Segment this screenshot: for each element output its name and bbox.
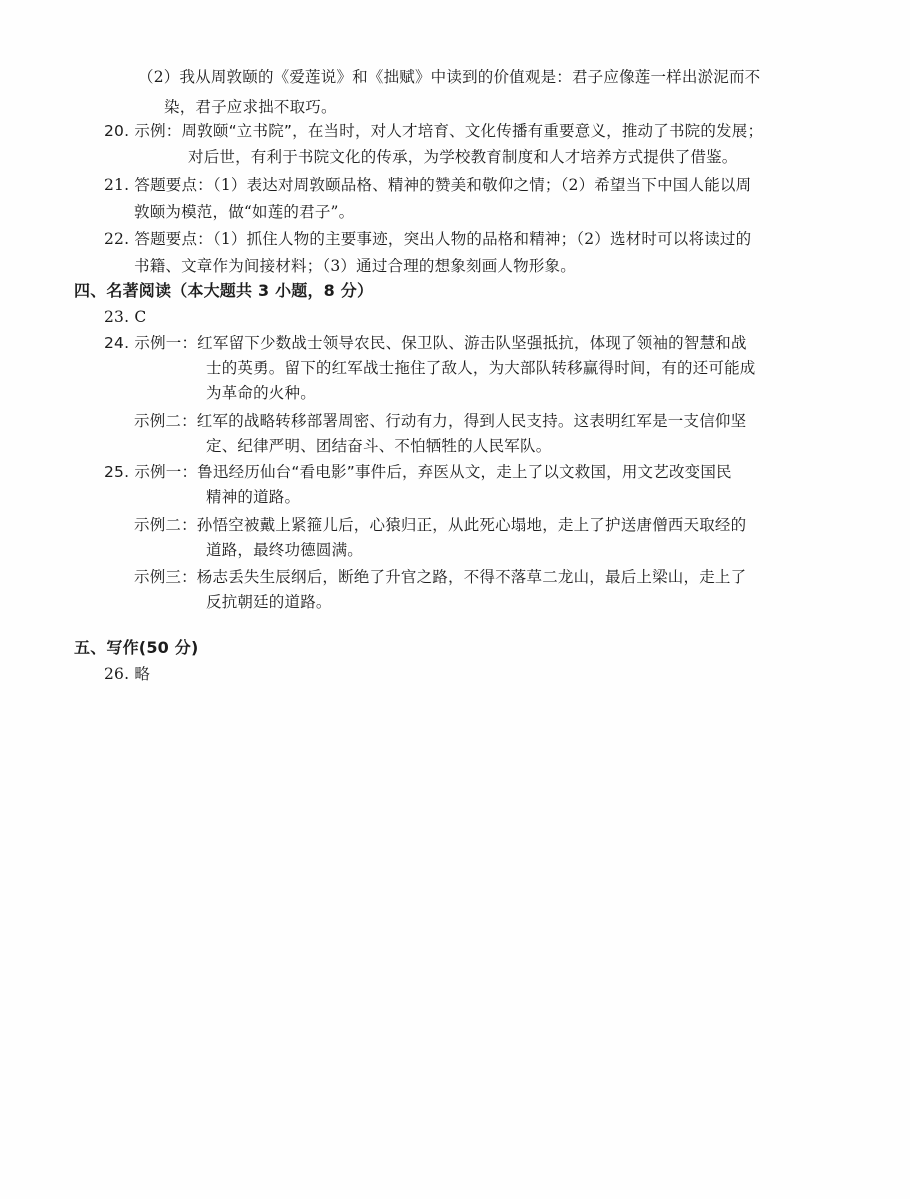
q21-answer-line-1: 21. 答题要点：（1）表达对周敦颐品格、精神的赞美和敬仰之情；（2）希望当下中国人能以周 [104,176,752,194]
q24-example-1-line-3: 为革命的火种。 [206,384,316,402]
q19-answer-line-2: 染，君子应求拙不取巧。 [164,98,337,116]
q24-example-1-line-2: 士的英勇。留下的红军战士拖住了敌人，为大部队转移赢得时间，有的还可能成 [206,359,756,377]
q25-example-3-line-2: 反抗朝廷的道路。 [206,593,332,611]
q20-answer-line-1: 20. 示例：周敦颐“立书院”，在当时，对人才培育、文化传播有重要意义，推动了书院的发展； [104,122,764,140]
q24-example-2-line-2: 定、纪律严明、团结奋斗、不怕牺牲的人民军队。 [206,437,552,455]
q21-answer-line-2: 敦颐为模范，做“如莲的君子”。 [134,203,355,221]
q20-answer-line-2: 对后世，有利于书院文化的传承，为学校教育制度和人才培养方式提供了借鉴。 [188,148,738,166]
q25-example-1-line-2: 精神的道路。 [206,488,301,506]
q19-answer-line-1: （2）我从周敦颐的《爱莲说》和《拙赋》中读到的价值观是：君子应像莲一样出淤泥而不 [138,68,761,86]
section-5-title: 五、写作(50 分) [74,638,199,657]
q22-answer-line-1: 22. 答题要点：（1）抓住人物的主要事迹，突出人物的品格和精神；（2）选材时可以将读过的 [104,230,752,248]
q26-answer: 26. 略 [104,665,151,683]
q25-example-2-line-2: 道路，最终功德圆满。 [206,541,364,559]
q22-answer-line-2: 书籍、文章作为间接材料；（3）通过合理的想象刻画人物形象。 [134,257,576,275]
q24-example-2-line-1: 示例二：红军的战略转移部署周密、行动有力，得到人民支持。这表明红军是一支信仰坚 [134,412,747,430]
q25-example-2-line-1: 示例二：孙悟空被戴上紧箍儿后，心猿归正，从此死心塌地，走上了护送唐僧西天取经的 [134,516,747,534]
q23-answer: 23. C [104,308,147,326]
section-4-title: 四、名著阅读（本大题共 3 小题，8 分） [74,281,374,300]
q25-example-3-line-1: 示例三：杨志丢失生辰纲后，断绝了升官之路，不得不落草二龙山，最后上梁山，走上了 [134,568,747,586]
q24-example-1-line-1: 24. 示例一：红军留下少数战士领导农民、保卫队、游击队坚强抵抗，体现了领袖的智慧和战 [104,334,747,352]
q25-example-1-line-1: 25. 示例一：鲁迅经历仙台“看电影”事件后，弃医从文，走上了以文救国，用文艺改变国民 [104,463,732,481]
